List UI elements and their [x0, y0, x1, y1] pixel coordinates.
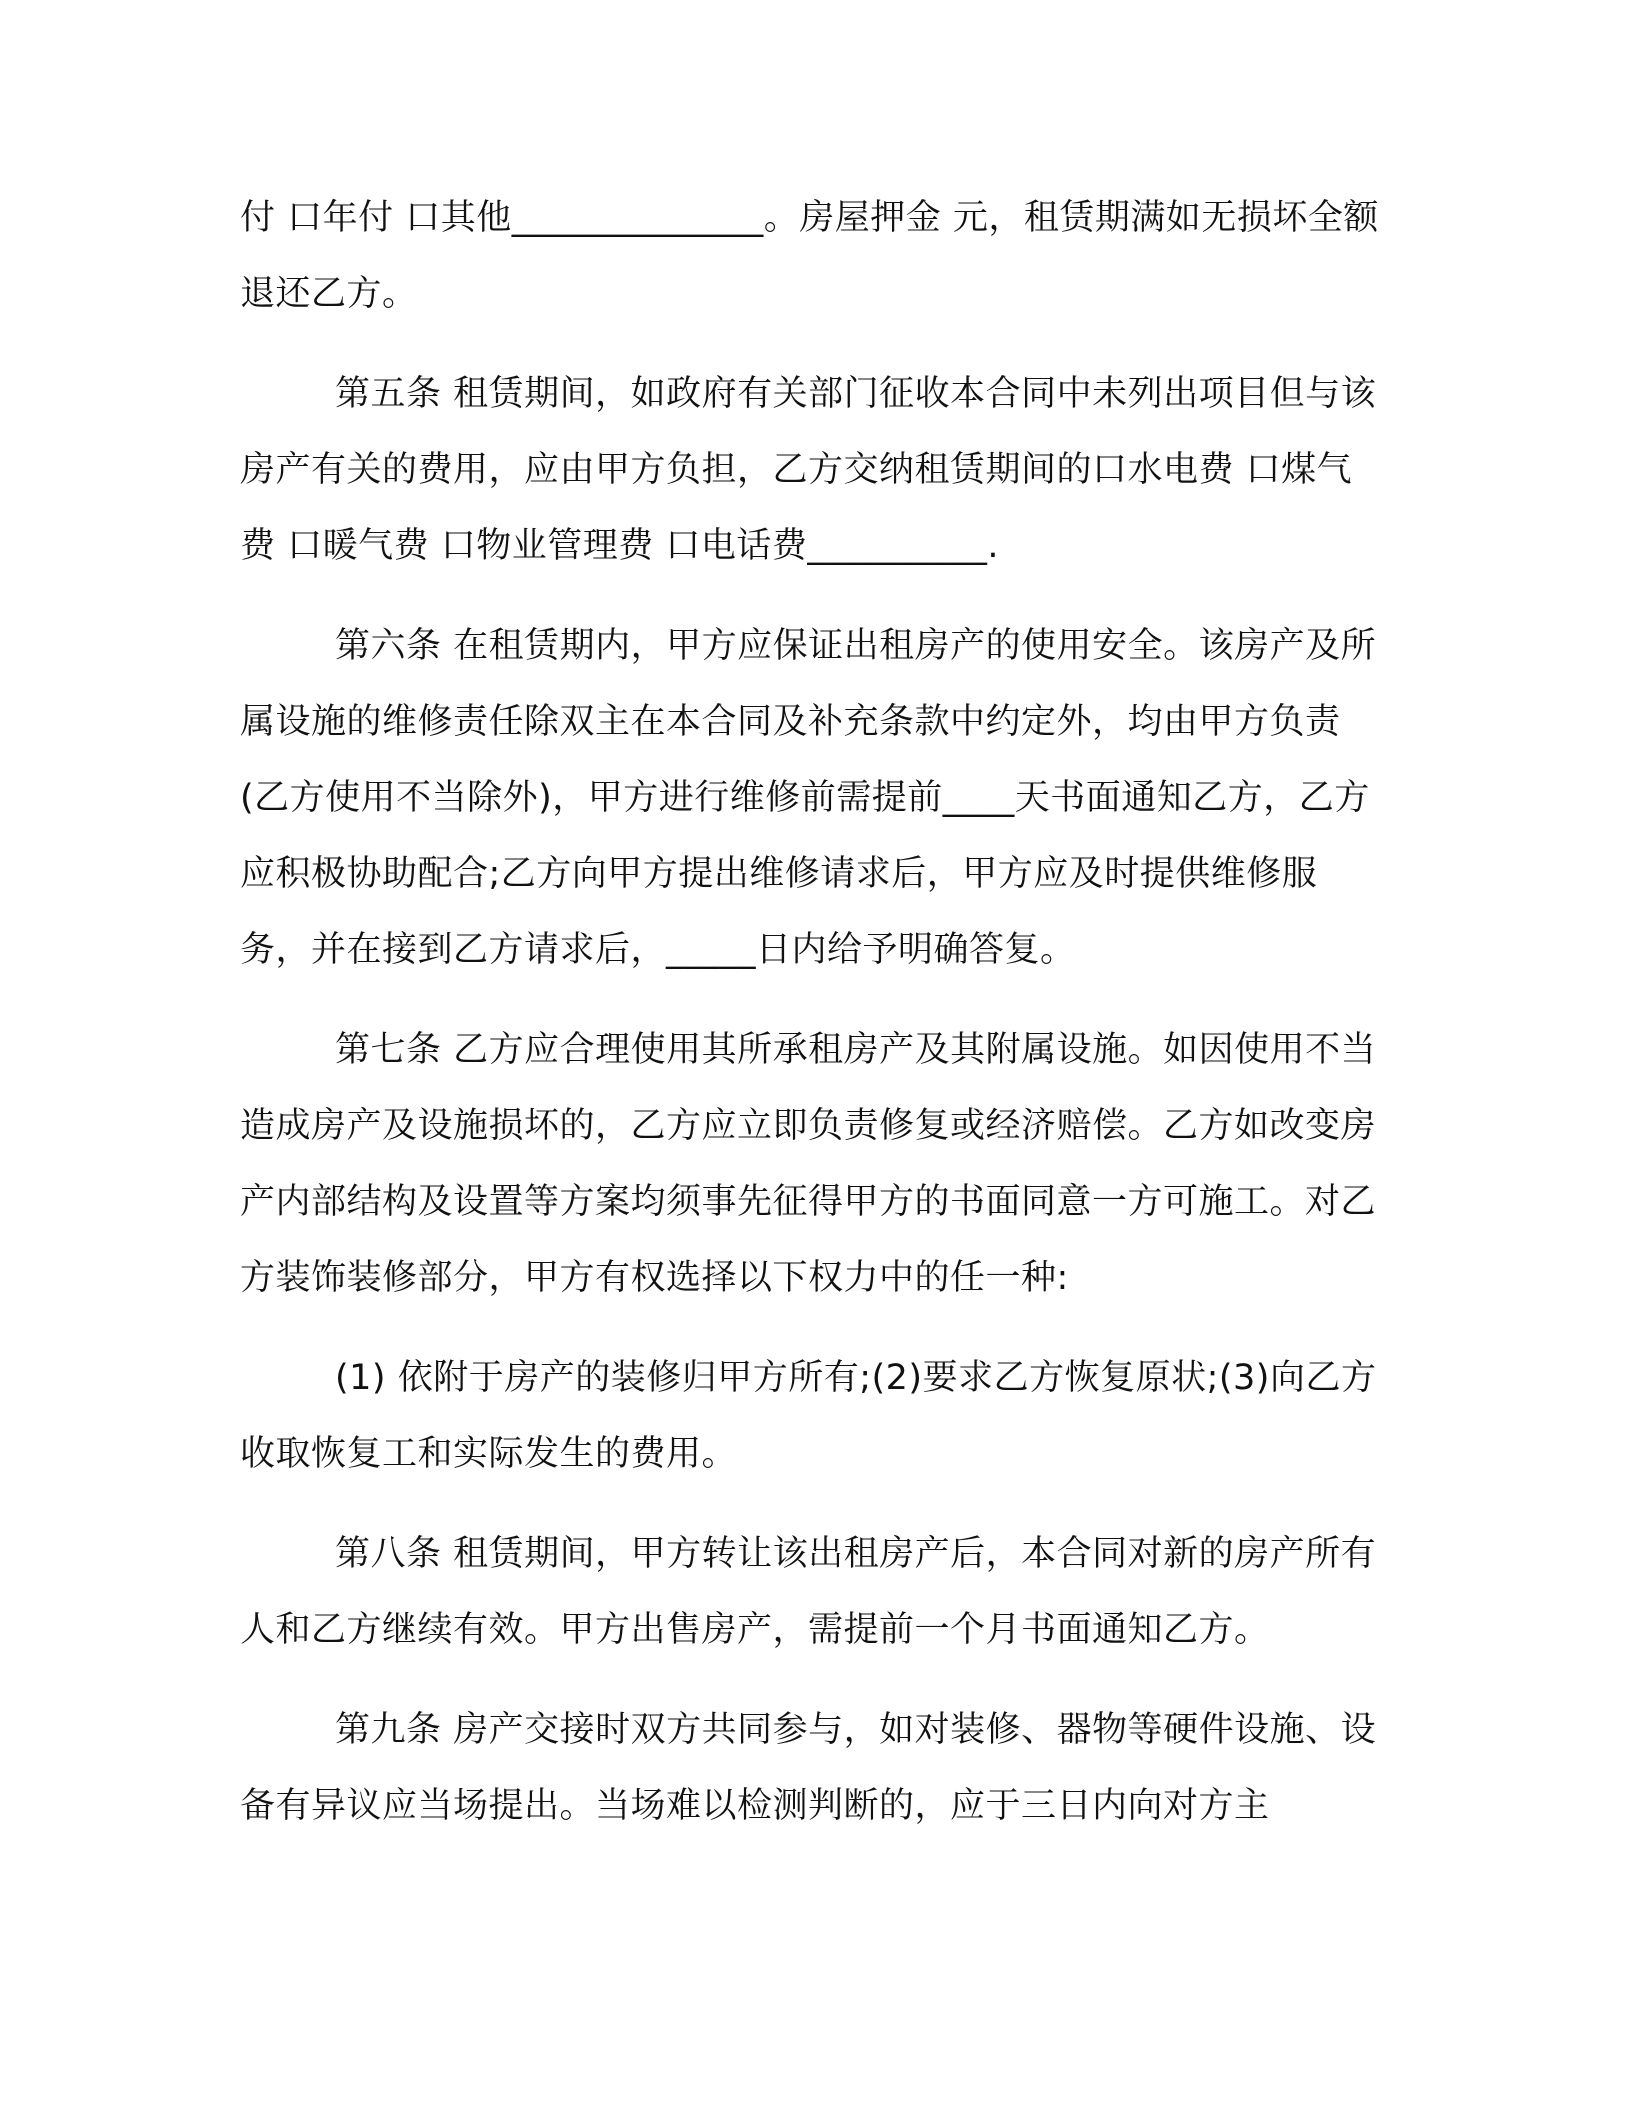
document-page	[240, 180, 1385, 1868]
paragraph-article-8: 第八条 租赁期间，甲方转让该出租房产后，本合同对新的房产所有人和乙方继续有效。甲方出售房产，需提前一个月书面通知乙方。	[240, 1534, 1377, 1650]
paragraph-article-5: 第五条 租赁期间，如政府有关部门征收本合同中未列出项目但与该房产有关的费用，应由甲方负担，乙方交纳租赁期间的口水电费 口煤气费 口暖气费 口物业管理费 口电话费__________.	[240, 374, 1377, 566]
paragraph-article-7-options: (1) 依附于房产的装修归甲方所有;(2)要求乙方恢复原状;(3)向乙方收取恢复工和实际发生的费用。	[240, 1358, 1377, 1474]
paragraph-article-6: 第六条 在租赁期内，甲方应保证出租房产的使用安全。该房产及所属设施的维修责任除双主在本合同及补充条款中约定外，均由甲方负责(乙方使用不当除外)，甲方进行维修前需提前____天书面通知乙方，乙方应积极协助配合;乙方向甲方提出维修请求后，甲方应及时提供维修服务，并在接到乙方请求后，_____日内给予明确答复。	[240, 626, 1377, 970]
paragraph-article-9: 第九条 房产交接时双方共同参与，如对装修、器物等硬件设施、设备有异议应当场提出。当场难以检测判断的，应于三日内向对方主	[240, 1710, 1377, 1826]
paragraph-payment-continued: 付 口年付 口其他______________。房屋押金 元，租赁期满如无损坏全额退还乙方。	[240, 198, 1379, 314]
paragraph-article-7: 第七条 乙方应合理使用其所承租房产及其附属设施。如因使用不当造成房产及设施损坏的，乙方应立即负责修复或经济赔偿。乙方如改变房产内部结构及设置等方案均须事先征得甲方的书面同意一方可施工。对乙方装饰装修部分，甲方有权选择以下权力中的任一种:	[240, 1030, 1377, 1298]
